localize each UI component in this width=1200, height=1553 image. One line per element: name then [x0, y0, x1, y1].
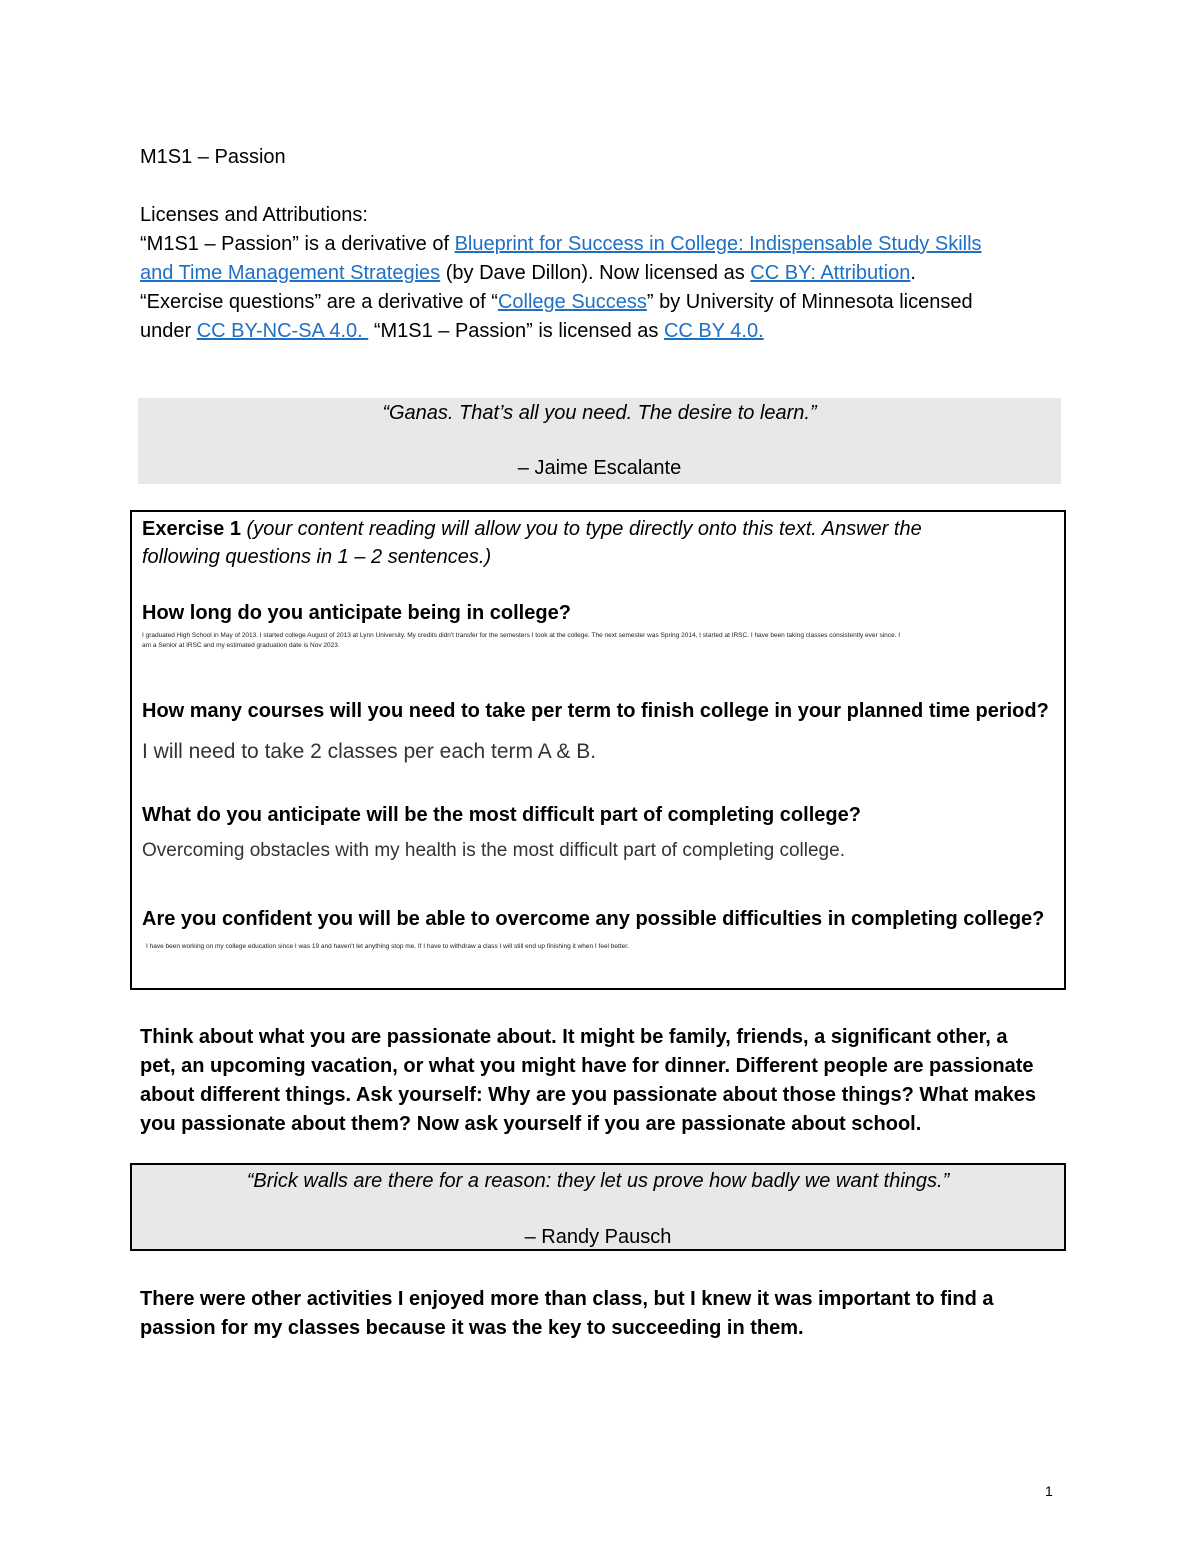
question-4: Are you confident you will be able to overcome any possible difficulties in completing college? [142, 908, 1045, 930]
answer-2[interactable]: I will need to take 2 classes per each term A & B. [142, 740, 597, 763]
paragraph-line: pet, an upcoming vacation, or what you might have for dinner. Different people are passionate [140, 1055, 1034, 1077]
exercise-instructions-line2: following questions in 1 – 2 sentences.) [142, 546, 492, 568]
license-text: “M1S1 – Passion” is licensed as [368, 320, 664, 342]
cc-by-attribution-link[interactable]: CC BY: Attribution [750, 262, 911, 284]
quote-box-pausch [130, 1163, 1066, 1251]
paragraph-line: you passionate about them? Now ask yourself if you are passionate about school. [140, 1113, 922, 1135]
license-text: . [910, 262, 916, 284]
license-line-3 [140, 288, 973, 317]
license-text: under [140, 320, 197, 342]
paragraph-passion [140, 1023, 1036, 1139]
paragraph-line: Think about what you are passionate about. It might be family, friends, a significant other, a [140, 1026, 1008, 1048]
quote-text: “Brick walls are there for a reason: they let us prove how badly we want things.” [246, 1170, 950, 1192]
exercise-instructions-text: (your content reading will allow you to type directly onto this text. Answer the [240, 518, 922, 540]
license-text: “M1S1 – Passion” is a derivative of [140, 233, 455, 255]
paragraph-activities [140, 1285, 994, 1343]
answer-1-line-1[interactable]: I graduated High School in May of 2013. I started college August of 2013 at Lynn University. My credits didn't transfer for the semesters I took at the college. The next semester was Spring 2014, I started at IRSC. I have been taking classes consistently ever since. I [142, 632, 901, 639]
license-line-1 [140, 230, 982, 259]
exercise-label: Exercise 1 [142, 518, 241, 540]
answer-4[interactable]: I have been working on my college education since I was 19 and haven't let anything stop me. If I have to withdraw a class I will still end up finishing it when I feel better. [146, 943, 629, 950]
license-text: ” by University of Minnesota licensed [646, 291, 973, 313]
question-2: How many courses will you need to take per term to finish college in your planned time period? [142, 700, 1049, 722]
quote-author: – Randy Pausch [524, 1226, 672, 1248]
cc-by-nc-sa-link[interactable]: CC BY-NC-SA 4.0. [196, 320, 369, 342]
question-3: What do you anticipate will be the most difficult part of completing college? [142, 804, 861, 826]
exercise-box[interactable] [130, 510, 1066, 990]
answer-3[interactable]: Overcoming obstacles with my health is the most difficult part of completing college. [142, 840, 845, 861]
answer-1-line-2[interactable]: am a Senior at IRSC and my estimated graduation date is Nov 2023. [142, 642, 340, 649]
page-number: 1 [1045, 1483, 1053, 1499]
quote-author: – Jaime Escalante [517, 457, 682, 479]
paragraph-line: about different things. Ask yourself: Why are you passionate about those things? What makes [140, 1084, 1037, 1106]
paragraph-line: passion for my classes because it was the key to succeeding in them. [140, 1317, 804, 1339]
license-line-2 [140, 259, 916, 288]
quote-box-escalante [138, 398, 1061, 484]
question-1: How long do you anticipate being in college? [142, 602, 571, 624]
blueprint-link-continued[interactable]: and Time Management Strategies [140, 262, 441, 284]
blueprint-link[interactable]: Blueprint for Success in College: Indispensable Study Skills [454, 233, 982, 255]
licenses-heading: Licenses and Attributions: [140, 204, 368, 226]
exercise-instructions [142, 518, 922, 541]
quote-text: “Ganas. That’s all you need. The desire to learn.” [382, 402, 817, 424]
page-title: M1S1 – Passion [140, 146, 286, 168]
license-text: (by Dave Dillon). Now licensed as [440, 262, 751, 284]
license-text: “Exercise questions” are a derivative of “ [140, 291, 498, 313]
college-success-link[interactable]: College Success [497, 291, 647, 313]
paragraph-line: There were other activities I enjoyed more than class, but I knew it was important to find a [140, 1288, 994, 1310]
license-line-4 [140, 317, 764, 346]
cc-by-4-link[interactable]: CC BY 4.0. [663, 320, 764, 342]
